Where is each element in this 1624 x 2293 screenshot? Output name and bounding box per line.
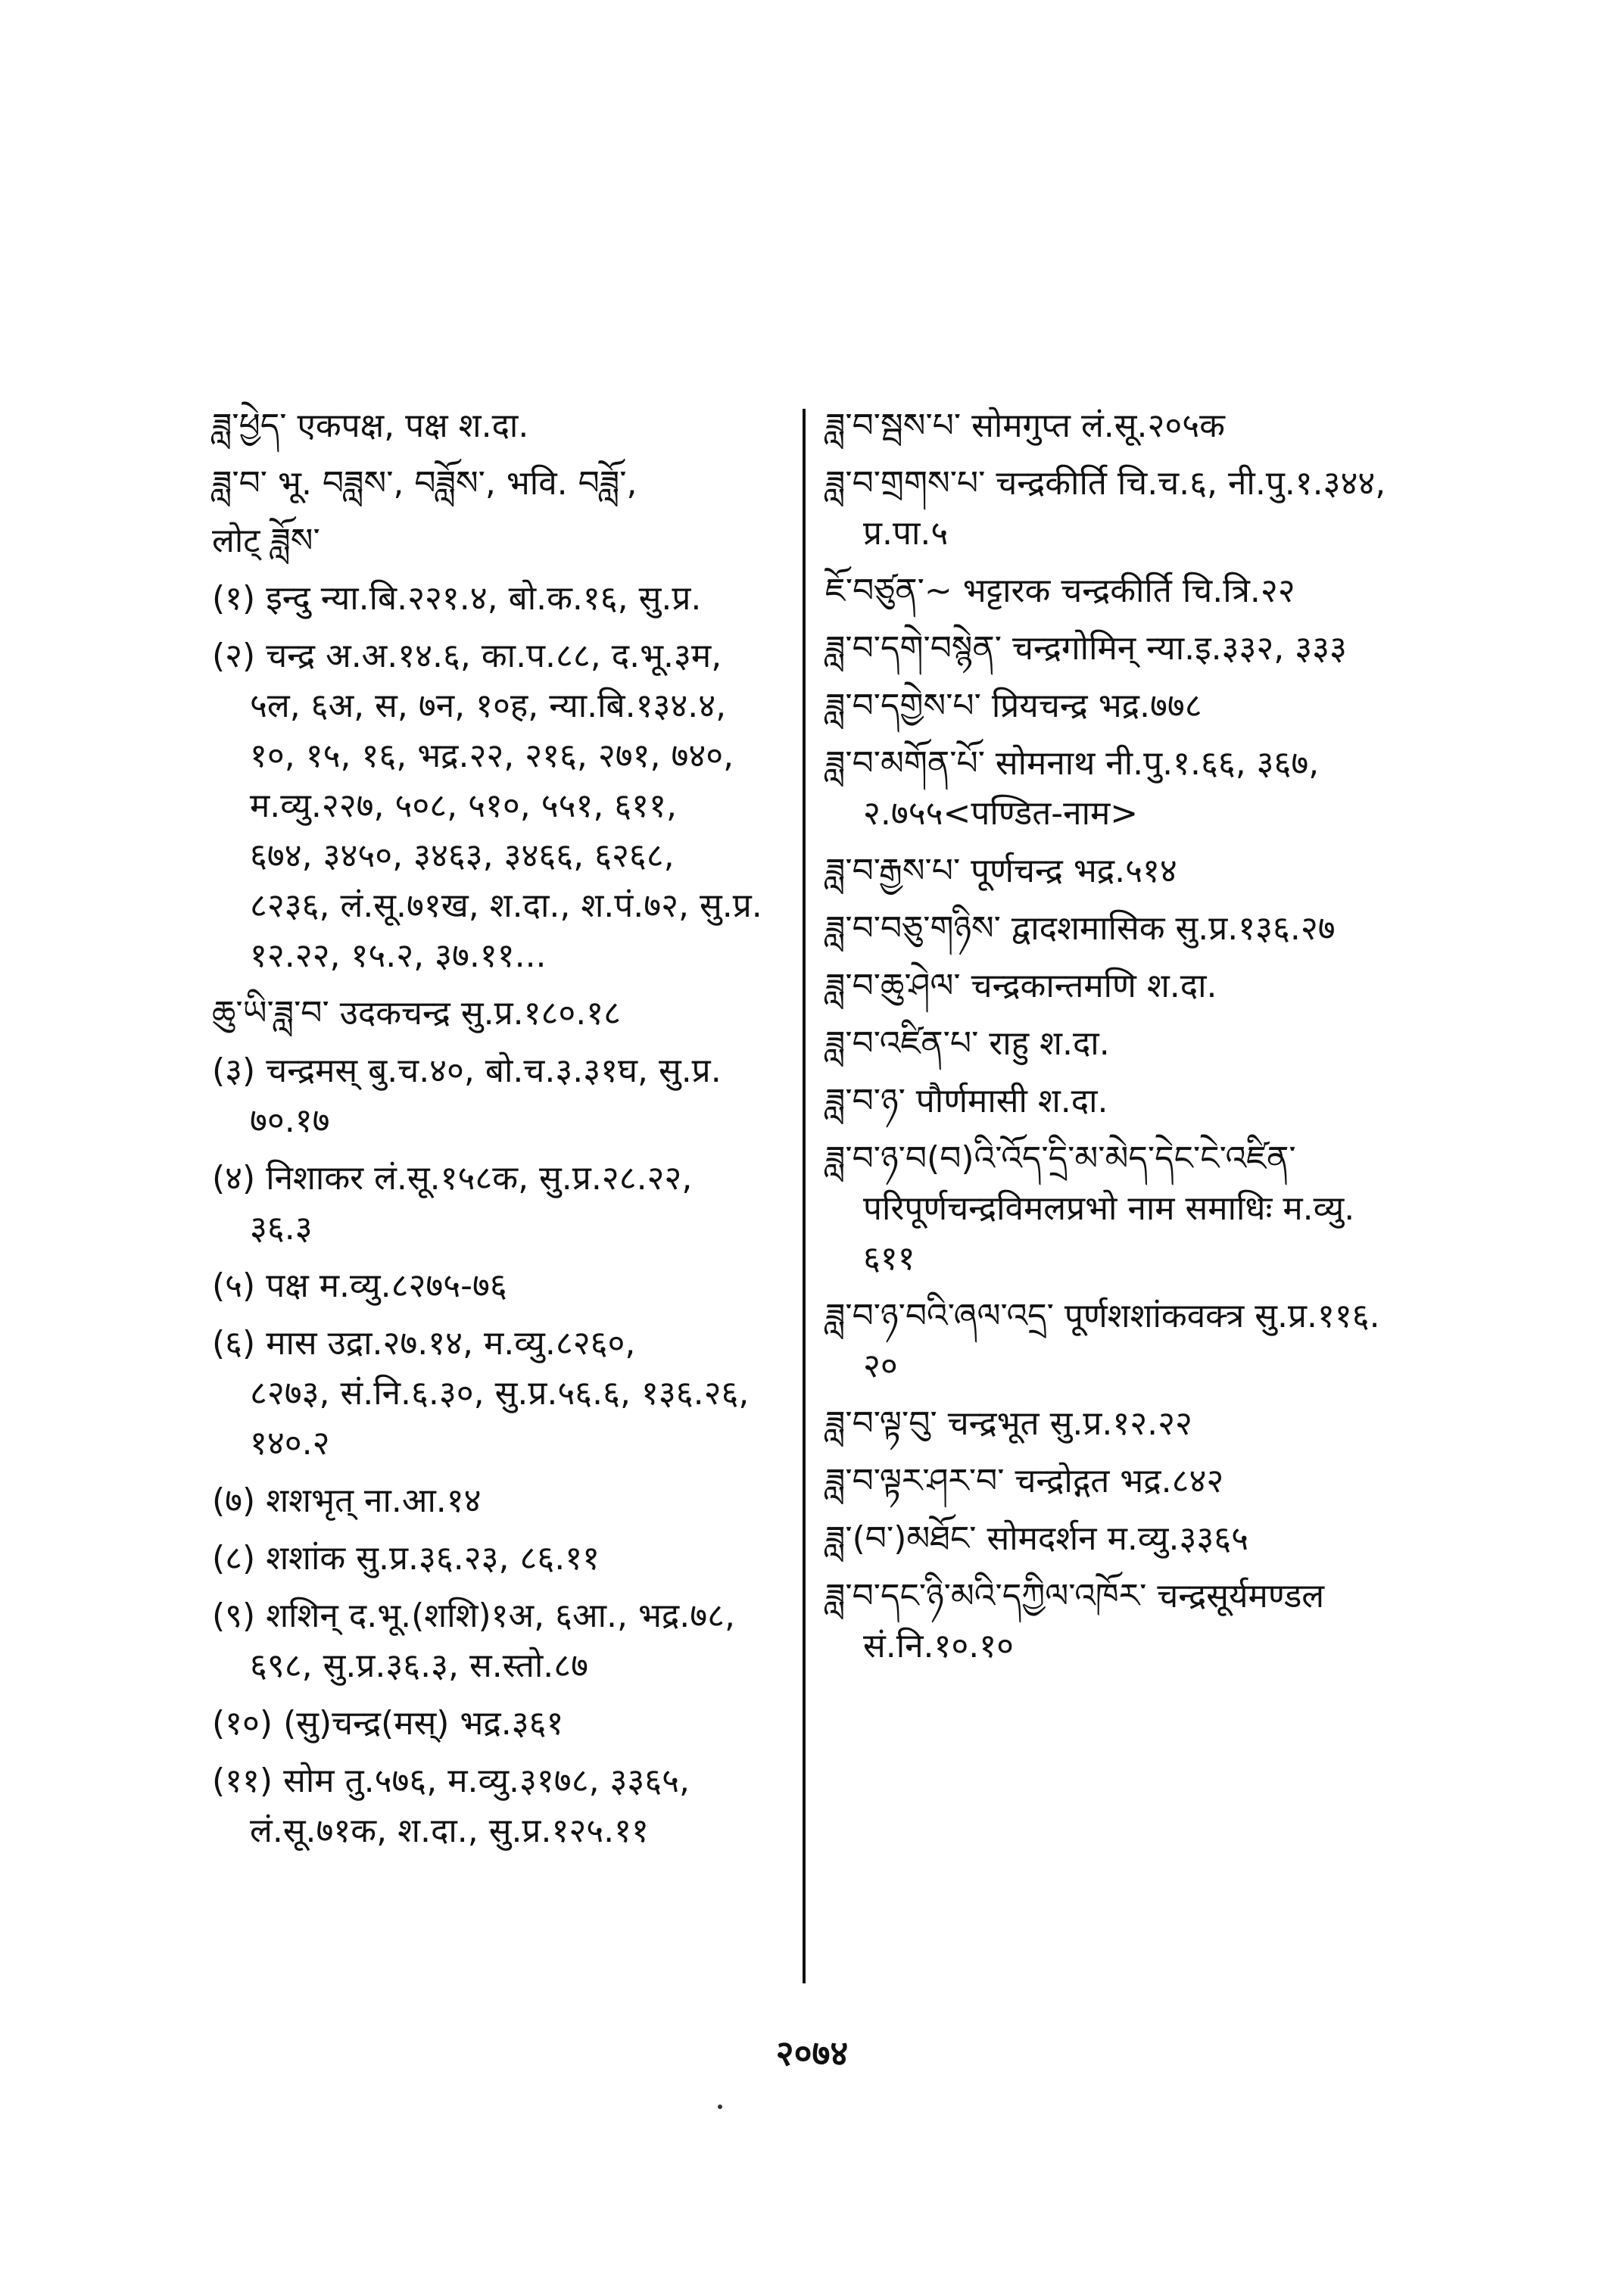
dictionary-entry [825, 739, 1431, 839]
dictionary-entry [825, 459, 1431, 559]
left-column [212, 401, 787, 1864]
entry-line: (९) शशिन् द.भू.(शशि)१अ, ६आ., भद्र.७८, [212, 1597, 735, 1635]
entry-line: ཟླ་བ་དགེ་བསྙེན་ चन्द्रगोमिन् न्या.इ.३३२, ३३३ [825, 629, 1347, 668]
entry-line: सं.नि.१०.१० [863, 1627, 1015, 1665]
dictionary-entry [212, 574, 787, 624]
entry-line: (४) निशाकर लं.सू.१५८क, सु.प्र.२८.२२, [212, 1159, 693, 1198]
entry-line: ३६.३ [250, 1209, 313, 1248]
dictionary-entry [825, 1399, 1431, 1449]
dictionary-entry [212, 989, 787, 1039]
dictionary-entry [825, 401, 1431, 451]
entry-line: (११) सोम तु.५७६, म.व्यु.३१७८, ३३६५, [212, 1762, 690, 1800]
entry-line: (५) पक्ष म.व्यु.८२७५-७६ [212, 1266, 507, 1305]
entry-line: (७) शशभृत् ना.आ.१४ [212, 1481, 482, 1520]
entry-line: (२) चन्द्र अ.अ.१४.६, का.प.८८, द.भू.३म, [212, 637, 722, 675]
column-divider [803, 409, 806, 1983]
dictionary-entry [825, 904, 1431, 954]
entry-line: ཟླ་བ་དགྱེས་པ་ प्रियचन्द्र भद्र.७७८ [825, 687, 1202, 725]
entry-line: ཇོ་བཙུན་~ भट्टारक चन्द्रकीर्ति चि.त्रि.२२ [825, 572, 1295, 610]
entry-line: (३) चन्द्रमस् बु.च.४०, बो.च.३.३१घ, सु.प्र. [212, 1051, 722, 1090]
dictionary-entry [825, 846, 1431, 896]
right-column [825, 401, 1431, 1679]
entry-line: ཟླ་(བ་)མཐོང་ सोमदर्शन म.व्यु.३३६५ [825, 1519, 1248, 1558]
entry-line: २० [863, 1347, 898, 1385]
entry-line: ཟླ་བ་བཅུ་གཉིས་ द्वादशमासिक सु.प्र.१३६.२७ [825, 909, 1336, 948]
entry-line: ཆུ་ཡི་ཟླ་བ་ उदकचन्द्र सु.प्र.१८०.१८ [212, 994, 622, 1033]
entry-line: ཟླ་བ་སྦས་པ་ सोमगुप्त लं.सू.२०५क [825, 407, 1225, 445]
entry-line: (१) इन्दु न्या.बि.२२१.४, बो.क.१६, सु.प्र. [212, 579, 702, 618]
entry-line: लोट् ཟློས་ [212, 522, 320, 560]
entry-line: ६११ [863, 1239, 915, 1278]
dictionary-entry [825, 624, 1431, 674]
entry-line: ७०.१७ [250, 1101, 330, 1140]
entry-line: १०, १५, १६, भद्र.२२, २१६, २७१, ७४०, [250, 737, 734, 775]
entry-line: २.७५५<पण्डित-नाम> [863, 794, 1139, 833]
speck-mark [718, 2105, 722, 2109]
dictionary-entry [212, 401, 787, 451]
dictionary-entry [212, 1319, 787, 1469]
entry-line: ८२७३, सं.नि.६.३०, सु.प्र.५६.६, १३६.२६, [250, 1374, 750, 1413]
dictionary-entry [212, 1046, 787, 1146]
entry-line: ཟླ་ཕྱེད་ एकपक्ष, पक्ष श.दा. [212, 407, 529, 445]
dictionary-entry [212, 631, 787, 981]
entry-line: ཟླ་བ་ཉ་བའི་ཞལ་འདྲ་ पूर्णशशांकवक्त्र सु.प्र.११६. [825, 1297, 1380, 1335]
entry-line: ཟླ་བ་ཆུ་ཤེལ་ चन्द्रकान्तमणि श.दा. [825, 967, 1217, 1005]
dictionary-entry [825, 961, 1431, 1011]
dictionary-entry [825, 1019, 1431, 1069]
dictionary-entry [825, 1134, 1431, 1284]
entry-line: ཟླ་བ་འཛིན་པ་ राहु श.दा. [825, 1024, 1110, 1063]
entry-line: परिपूर्णचन्द्रविमलप्रभो नाम समाधिः म.व्यु. [863, 1189, 1355, 1228]
entry-line: ཟླ་བ་ལྟ་བུ་ चन्द्रभूत सु.प्र.१२.२२ [825, 1404, 1192, 1443]
entry-line: ८२३६, लं.सू.७१ख, श.दा., श.पं.७२, सु.प्र. [250, 886, 762, 925]
dictionary-entry [825, 1456, 1431, 1506]
dictionary-entry [212, 1756, 787, 1856]
dictionary-entry [212, 1476, 787, 1526]
entry-line: लं.सू.७१क, श.दा., सु.प्र.१२५.११ [250, 1812, 649, 1850]
dictionary-entry [825, 1514, 1431, 1564]
entry-line: प्र.पा.५ [863, 514, 949, 553]
entry-line: ཟླ་བ་མགོན་པོ་ सोमनाथ नी.पु.१.६६, ३६७, [825, 744, 1320, 783]
entry-line: ཟླ་བ་ भू. བཟླས་, བཟློས་, भवि. བཟློ་, [212, 464, 637, 503]
dictionary-entry [825, 1076, 1431, 1126]
dictionary-entry [212, 1261, 787, 1311]
page-number: २०७४ [775, 2033, 849, 2073]
dictionary-entry [212, 1699, 787, 1749]
dictionary-entry [212, 1591, 787, 1691]
dictionary-entry [212, 1154, 787, 1254]
dictionary-entry [212, 459, 787, 509]
entry-line: (१०) (सु)चन्द्र(मस्) भद्र.३६१ [212, 1704, 564, 1743]
dictionary-entry [212, 516, 787, 566]
dictionary-entry [212, 1534, 787, 1584]
entry-line: (६) मास उद्रा.२७.१४, म.व्यु.८२६०, [212, 1324, 636, 1363]
entry-line: ཟླ་བ་ཉ་བ(བ)འི་འོད་དྲི་མ་མེད་དེང་ངེ་འཛིན་ [825, 1139, 1296, 1178]
entry-line: ཟླ་བ་ལྟར་ཤར་བ་ चन्द्रोद्गत भद्र.८४२ [825, 1462, 1224, 1500]
entry-line: ཟླ་བ་གྲགས་པ་ चन्द्रकीर्ति चि.च.६, नी.पु.१.३४४, [825, 464, 1386, 503]
entry-line: ཟླ་བ་དང་ཉི་མའི་དཀྱིལ་འཁོར་ चन्द्रसूर्यमण्डल [825, 1577, 1325, 1615]
entry-line: म.व्यु.२२७, ५०८, ५१०, ५५१, ६११, [250, 787, 677, 825]
entry-line: ५ल, ६अ, स, ७न, १०ह, न्या.बि.१३४.४, [250, 687, 727, 725]
entry-line: ६९८, सु.प्र.३६.३, स.स्तो.८७ [250, 1647, 589, 1685]
entry-line: ६७४, ३४५०, ३४६३, ३४६६, ६२६८, [250, 837, 675, 875]
entry-line: ཟླ་བ་རྒྱས་པ་ पूर्णचन्द्र भद्र.५१४ [825, 852, 1177, 890]
entry-line: (८) शशांक सु.प्र.३६.२३, ८६.११ [212, 1539, 600, 1578]
entry-line: १२.२२, १५.२, ३७.११... [250, 936, 547, 975]
entry-line: १४०.२ [250, 1424, 330, 1463]
dictionary-entry [825, 1572, 1431, 1671]
dictionary-entry [825, 1291, 1431, 1391]
dictionary-entry [825, 681, 1431, 731]
dictionary-entry [825, 566, 1431, 616]
entry-line: ཟླ་བ་ཉ་ पौर्णमासी श.दा. [825, 1082, 1108, 1120]
